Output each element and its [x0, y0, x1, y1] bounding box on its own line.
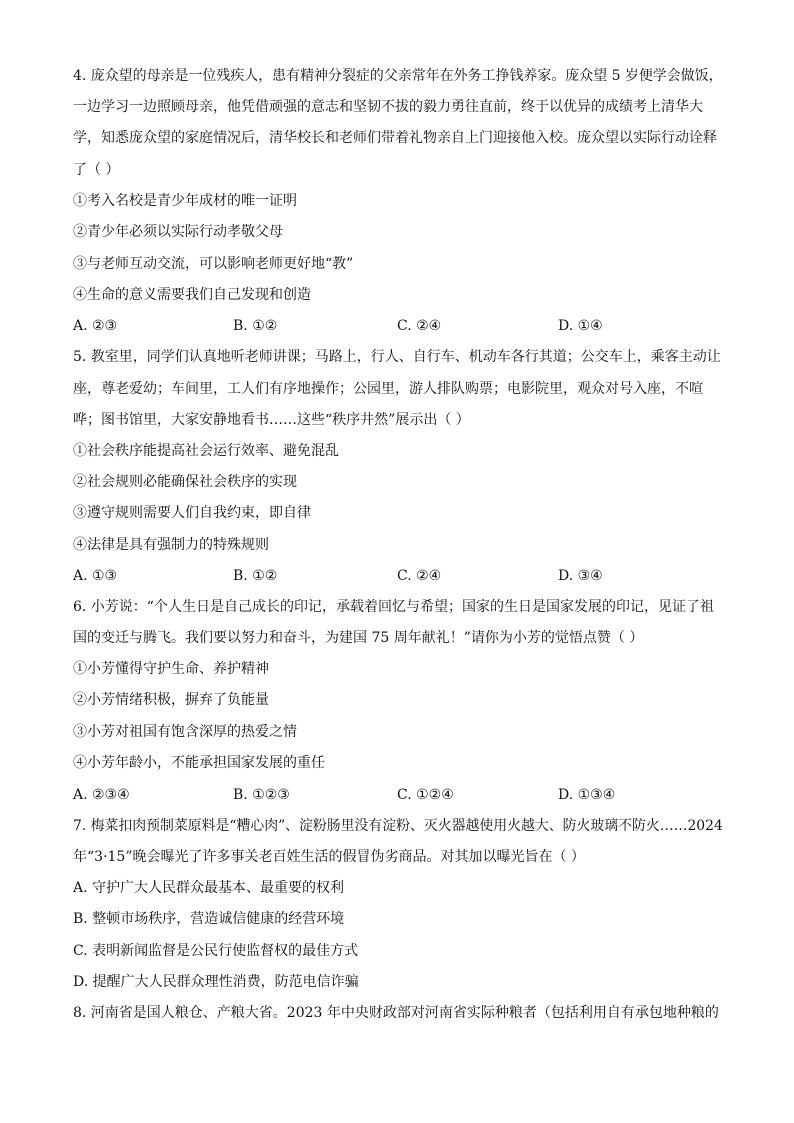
q7-choice-c[interactable]: C. 表明新闻监督是公民行使监督权的最佳方式: [73, 943, 359, 959]
q6-stem-line-1: 6. 小芳说：“个人生日是自己成长的印记，承载着回忆与希望；国家的生日是国家发展的印记，见证了祖: [73, 599, 714, 615]
q4-options: [73, 316, 733, 336]
q7-stem-line-2: 年“3·15”晚会曝光了许多事关老百姓生活的假冒伪劣商品。对其加以曝光旨在（ ）: [73, 849, 585, 865]
q4-option-d[interactable]: D. ①④: [558, 318, 603, 334]
q7-choice-a[interactable]: A. 守护广大人民群众最基本、最重要的权利: [73, 880, 345, 896]
q6-stem-line-2: 国的变迁与腾飞。我们要以努力和奋斗，为建国 75 周年献礼！”请你为小芳的觉悟点赞（ ）: [73, 630, 644, 646]
q6-item-2: ②小芳情绪积极，摒弃了负能量: [73, 692, 269, 708]
q6-option-c[interactable]: C. ①②④: [397, 787, 454, 803]
q4-option-b[interactable]: B. ①②: [233, 318, 278, 334]
q8-stem-line-1: 8. 河南省是国人粮仓、产粮大省。2023 年中央财政部对河南省实际种粮者（包括利用自有承包地种粮的: [73, 1005, 719, 1021]
q5-item-4: ④法律是具有强制力的特殊规则: [73, 537, 269, 553]
q4-item-3: ③与老师互动交流，可以影响老师更好地“教”: [73, 256, 354, 272]
q5-option-c[interactable]: C. ②④: [397, 568, 442, 584]
q6-item-4: ④小芳年龄小，不能承担国家发展的重任: [73, 755, 325, 771]
q4-item-4: ④生命的意义需要我们自己发现和创造: [73, 287, 311, 303]
q4-item-2: ②青少年必须以实际行动孝敬父母: [73, 224, 283, 240]
q4-option-c[interactable]: C. ②④: [397, 318, 442, 334]
q7-choice-d[interactable]: D. 提醒广大人民群众理性消费，防范电信诈骗: [73, 974, 359, 990]
q5-item-1: ①社会秩序能提高社会运行效率、避免混乱: [73, 443, 339, 459]
q4-option-a[interactable]: A. ②③: [73, 318, 118, 334]
q6-option-d[interactable]: D. ①③④: [558, 787, 616, 803]
q6-options: [73, 785, 733, 805]
q4-item-1: ①考入名校是青少年成材的唯一证明: [73, 193, 297, 209]
q5-stem-line-1: 5. 教室里，同学们认真地听老师讲课；马路上，行人、自行车、机动车各行其道；公交车上，乘客主动让: [73, 349, 721, 365]
q5-option-d[interactable]: D. ③④: [558, 568, 603, 584]
q4-stem-line-2: 一边学习一边照顾母亲，他凭借顽强的意志和坚韧不拔的毅力勇往直前，终于以优异的成绩考上清华大: [73, 99, 703, 115]
q7-choice-b[interactable]: B. 整顿市场秩序，营造诚信健康的经营环境: [73, 911, 345, 927]
q5-option-a[interactable]: A. ①③: [73, 568, 118, 584]
q6-item-3: ③小芳对祖国有饱含深厚的热爱之情: [73, 724, 297, 740]
q5-stem-line-2: 座，尊老爱幼；车间里，工人们有序地操作；公园里，游人排队购票；电影院里，观众对号入座，不喧: [73, 381, 703, 397]
q4-stem-line-3: 学，知悉庞众望的家庭情况后，清华校长和老师们带着礼物亲自上门迎接他入校。庞众望以实际行动诠释: [73, 130, 717, 146]
q6-option-a[interactable]: A. ②③④: [73, 787, 130, 803]
q5-options: [73, 566, 733, 586]
q5-option-b[interactable]: B. ①②: [233, 568, 278, 584]
q4-stem-line-1: 4. 庞众望的母亲是一位残疾人，患有精神分裂症的父亲常年在外务工挣钱养家。庞众望 5 岁便学会做饭，: [73, 68, 723, 84]
q5-item-2: ②社会规则必能确保社会秩序的实现: [73, 474, 297, 490]
q7-stem-line-1: 7. 梅菜扣肉预制菜原料是“糟心肉”、淀粉肠里没有淀粉、灭火器越使用火越大、防火玻璃不防火……2024: [73, 818, 723, 834]
q4-stem-line-4: 了（ ）: [73, 162, 120, 178]
q6-item-1: ①小芳懂得守护生命、养护精神: [73, 661, 269, 677]
q5-stem-line-3: 哗；图书馆里，大家安静地看书……这些“秩序井然”展示出（ ）: [73, 412, 470, 428]
q5-item-3: ③遵守规则需要人们自我约束，即自律: [73, 505, 311, 521]
q6-option-b[interactable]: B. ①②③: [233, 787, 290, 803]
